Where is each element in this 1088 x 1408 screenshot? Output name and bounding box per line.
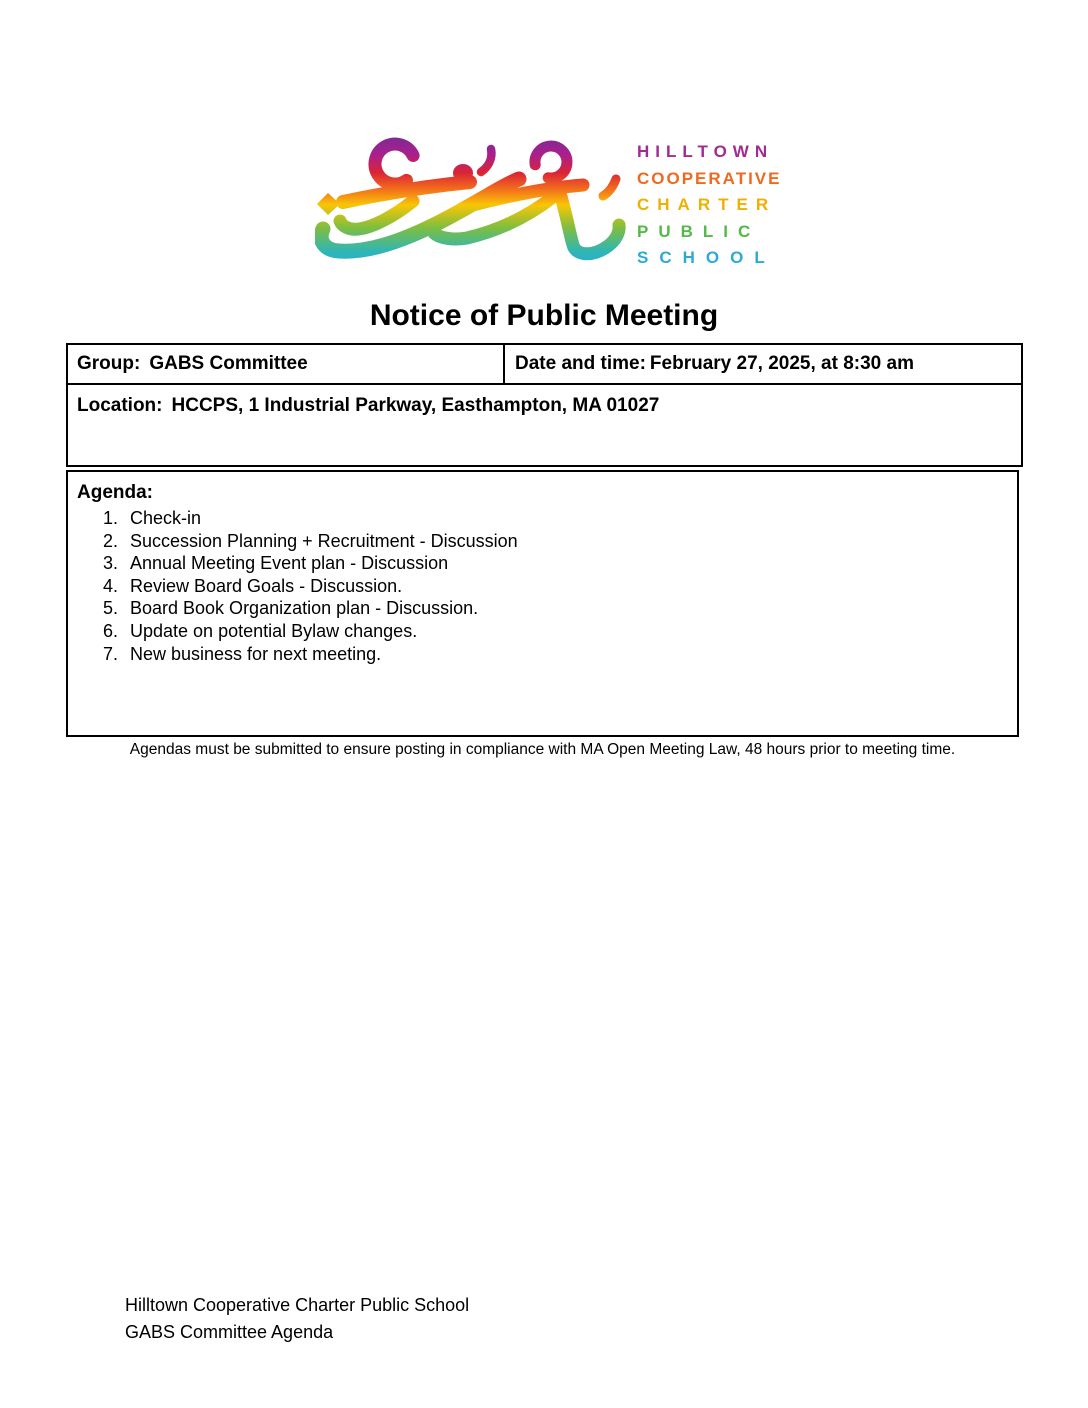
logo-wordmark [637,142,781,275]
agenda-item [77,530,1017,553]
agenda-item-number: 2. [103,530,119,551]
meeting-info-row [68,345,1021,385]
agenda-item [77,507,1017,530]
agenda-item [77,552,1017,575]
group-value: GABS Committee [149,353,308,374]
agenda-item-text: Review Board Goals - Discussion. [130,575,403,596]
agenda-item [77,620,1017,643]
location-value: HCCPS, 1 Industrial Parkway, Easthampton, MA 01027 [171,395,660,416]
agenda-section [66,470,1019,737]
datetime-cell [505,345,1021,383]
agenda-item-text: Board Book Organization plan - Discussion. [130,598,479,619]
footer-line-school: Hilltown Cooperative Charter Public School [125,1295,470,1315]
agenda-item-number: 1. [103,508,119,528]
agenda-item [77,597,1017,620]
logo-word-school: SCHOOL [637,248,776,267]
agenda-list [77,507,1017,665]
group-label: Group: [77,353,141,374]
agenda-label: Agenda: [77,482,153,503]
logo-word-public: PUBLIC [637,221,761,241]
group-cell [68,345,505,383]
logo-word-cooperative: COOPERATIVE [637,168,782,188]
agenda-item-number: 4. [103,575,119,596]
school-logo-figures-icon [315,135,645,275]
location-label: Location: [77,395,163,416]
agenda-item-number: 6. [103,620,119,641]
footer-line-agenda: GABS Committee Agenda [125,1322,334,1342]
agenda-item-text: Annual Meeting Event plan - Discussion [130,553,449,574]
location-cell [68,385,1021,465]
logo-word-hilltown: HILLTOWN [637,142,774,161]
agenda-item [77,643,1017,666]
datetime-value: February 27, 2025, at 8:30 am [649,353,914,374]
agenda-item-text: New business for next meeting. [130,643,382,664]
datetime-label: Date and time: [515,353,646,374]
agenda-item-text: Check-in [130,508,202,528]
agenda-item-text: Update on potential Bylaw changes. [130,620,418,641]
meeting-info-table [66,343,1023,467]
document-footer [125,1292,469,1346]
agenda-item-number: 3. [103,553,119,574]
agenda-item-number: 7. [103,643,119,664]
page-title: Notice of Public Meeting [369,299,719,332]
agenda-item-text: Succession Planning + Recruitment - Discussion [130,530,518,551]
logo-word-charter: CHARTER [637,195,777,214]
agenda-item [77,575,1017,598]
agenda-item-number: 5. [103,598,119,619]
compliance-note: Agendas must be submitted to ensure posting in compliance with MA Open Meeting Law, 48 hours prior to meeting time. [129,741,956,758]
